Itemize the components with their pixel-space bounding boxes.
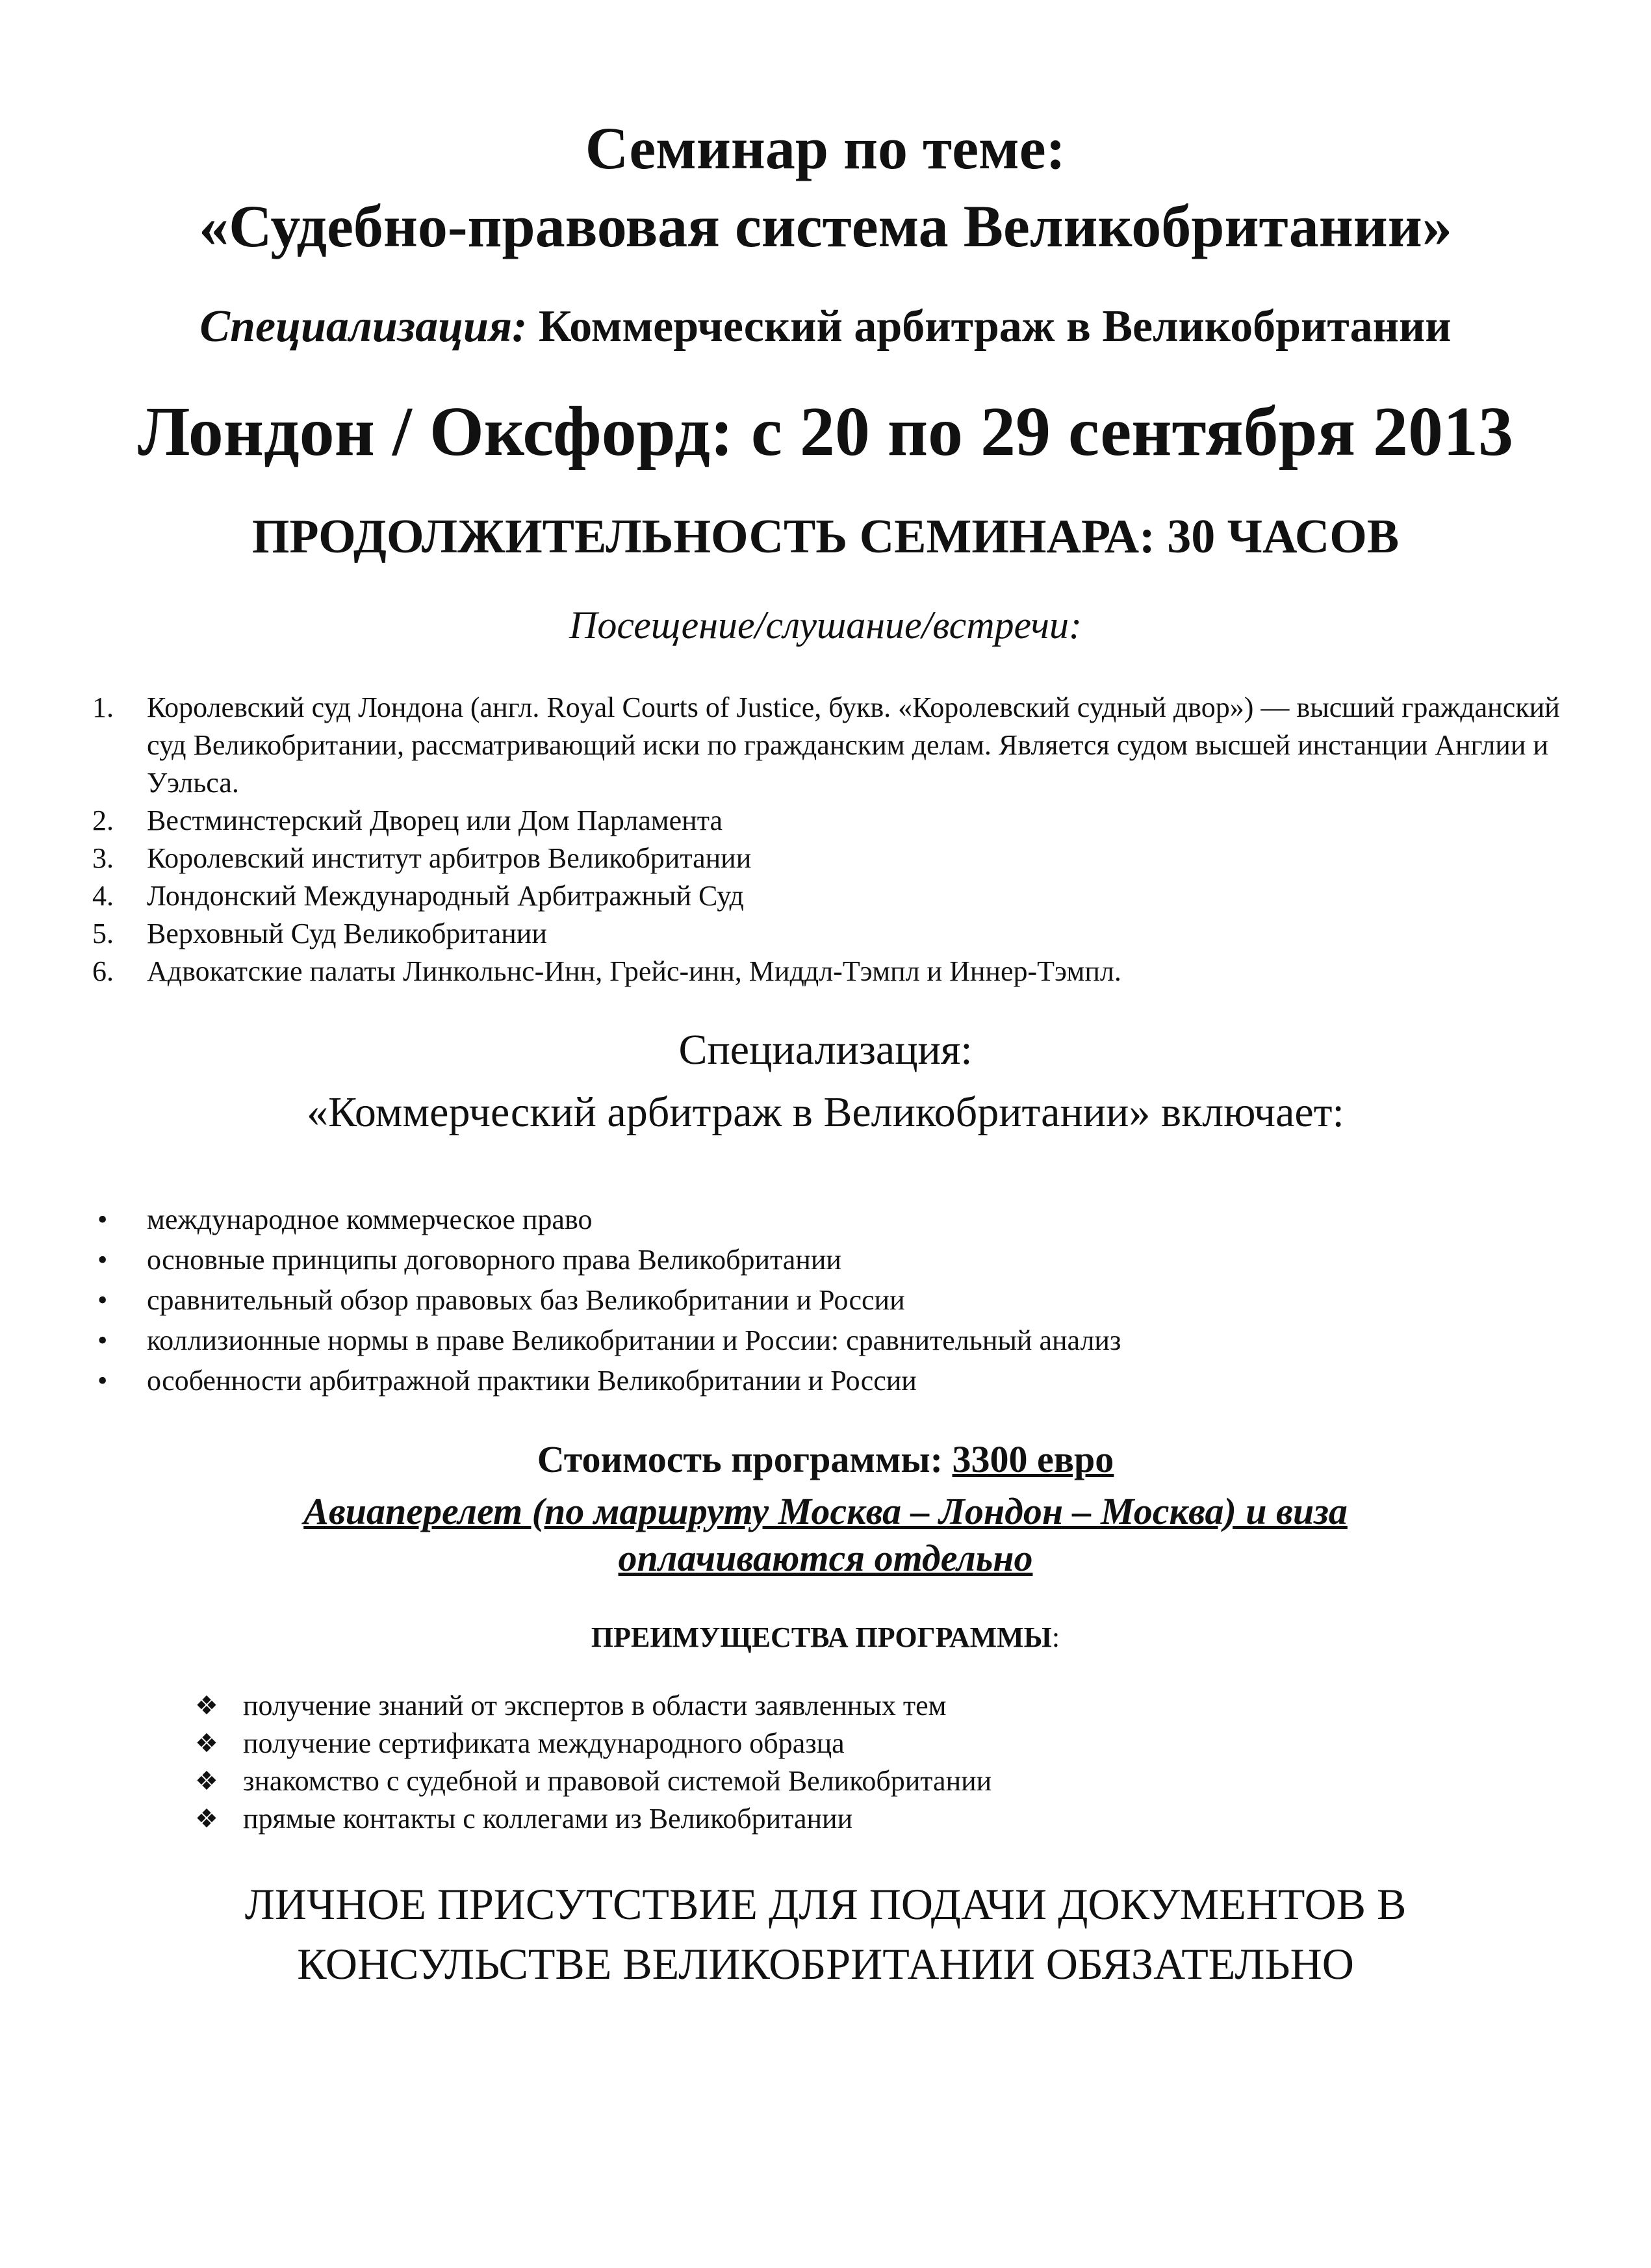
- diamond-bullet-icon: ❖: [195, 1691, 218, 1721]
- seminar-title-line1: Семинар по теме:: [585, 115, 1066, 181]
- topic-text: коллизионные нормы в праве Великобритании и России: сравнительный анализ: [147, 1324, 1121, 1356]
- visit-text: Королевский институт арбитров Великобритании: [147, 842, 752, 874]
- visit-number: 2.: [92, 805, 114, 836]
- visit-number: 6.: [92, 955, 114, 987]
- visit-number: 3.: [92, 842, 114, 874]
- diamond-bullet-icon: ❖: [195, 1804, 218, 1834]
- bullet-icon: •: [97, 1244, 108, 1276]
- diamond-bullet-icon: ❖: [195, 1766, 218, 1796]
- advantages-heading-colon: :: [1051, 1621, 1060, 1653]
- topic-item: [92, 1361, 1587, 1401]
- visits-heading: Посещение/слушание/встречи:: [569, 604, 1082, 647]
- visit-text: Адвокатские палаты Линкольнс-Инн, Грейс-инн, Миддл-Тэмпл и Иннер-Тэмпл.: [147, 955, 1121, 987]
- advantage-item: [195, 1725, 1559, 1762]
- bullet-icon: •: [97, 1324, 108, 1356]
- flight-note-line1: Авиаперелет (по маршруту Москва – Лондон – Москва) и виза: [303, 1490, 1348, 1532]
- topic-text: сравнительный обзор правовых баз Великобритании и России: [147, 1284, 905, 1316]
- topic-item: [92, 1280, 1587, 1321]
- bullet-icon: •: [97, 1204, 108, 1235]
- advantage-item: [195, 1687, 1559, 1725]
- program-cost: [0, 1435, 1651, 1484]
- notice-line1: ЛИЧНОЕ ПРИСУТСТВИЕ ДЛЯ ПОДАЧИ ДОКУМЕНТОВ В: [244, 1879, 1407, 1929]
- topic-text: основные принципы договорного права Великобритании: [147, 1244, 841, 1276]
- visit-text: Верховный Суд Великобритании: [147, 918, 547, 949]
- advantage-item: [195, 1762, 1559, 1800]
- advantage-text: знакомство с судебной и правовой системой Великобритании: [243, 1765, 992, 1797]
- visit-text: Лондонский Международный Арбитражный Суд: [147, 880, 744, 912]
- bullet-icon: •: [97, 1284, 108, 1316]
- visit-item: [92, 840, 1600, 877]
- seminar-title-line2: «Судебно-правовая система Великобритании»: [199, 193, 1452, 259]
- location-dates: Лондон / Оксфорд: с 20 по 29 сентября 2013: [137, 393, 1514, 470]
- advantage-item: [195, 1800, 1559, 1838]
- visit-item: [92, 802, 1600, 840]
- visit-item: [92, 953, 1600, 990]
- visit-number: 5.: [92, 918, 114, 949]
- cost-label: Стоимость программы:: [537, 1438, 953, 1480]
- visit-number: 1.: [92, 691, 114, 723]
- flight-note-line2: оплачиваются отдельно: [618, 1537, 1033, 1579]
- topic-text: особенности арбитражной практики Великобритании и России: [147, 1365, 917, 1397]
- topics-list: [92, 1200, 1587, 1401]
- notice-line2: КОНСУЛЬСТВЕ ВЕЛИКОБРИТАНИИ ОБЯЗАТЕЛЬНО: [297, 1939, 1354, 1989]
- advantage-text: получение знаний от экспертов в области заявленных тем: [243, 1690, 947, 1721]
- specialization-label: Специализация:: [199, 302, 528, 352]
- topic-item: [92, 1240, 1587, 1280]
- specialization-subheading: «Коммерческий арбитраж в Великобритании» включает:: [307, 1089, 1344, 1136]
- visit-text: Королевский суд Лондона (англ. Royal Courts of Justice, букв. «Королевский судный двор») — высший гражданский суд Великобритании, рассматривающий иски по гражданским делам. Является судом высшей инстанции Англии и Уэльса.: [147, 691, 1560, 799]
- topic-item: [92, 1321, 1587, 1361]
- advantages-heading: [0, 1618, 1651, 1657]
- specialization-heading: Специализация:: [678, 1026, 973, 1074]
- specialization-value: Коммерческий арбитраж в Великобритании: [527, 302, 1452, 352]
- advantage-text: прямые контакты с коллегами из Великобритании: [243, 1803, 853, 1835]
- specialization-line: [0, 298, 1651, 356]
- advantages-list: [195, 1687, 1559, 1838]
- visits-list: [92, 689, 1600, 990]
- visit-number: 4.: [92, 880, 114, 912]
- seminar-duration: ПРОДОЛЖИТЕЛЬНОСТЬ СЕМИНАРА: 30 ЧАСОВ: [251, 510, 1400, 563]
- bullet-icon: •: [97, 1365, 108, 1397]
- visit-item: [92, 915, 1600, 953]
- topic-item: [92, 1200, 1587, 1240]
- visit-item: [92, 689, 1600, 802]
- advantage-text: получение сертификата международного образца: [243, 1727, 845, 1759]
- cost-price: 3300 евро: [952, 1438, 1114, 1480]
- visit-item: [92, 877, 1600, 915]
- topic-text: международное коммерческое право: [147, 1204, 593, 1235]
- diamond-bullet-icon: ❖: [195, 1729, 218, 1759]
- visit-text: Вестминстерский Дворец или Дом Парламента: [147, 805, 723, 836]
- advantages-heading-text: ПРЕИМУЩЕСТВА ПРОГРАММЫ: [591, 1621, 1052, 1653]
